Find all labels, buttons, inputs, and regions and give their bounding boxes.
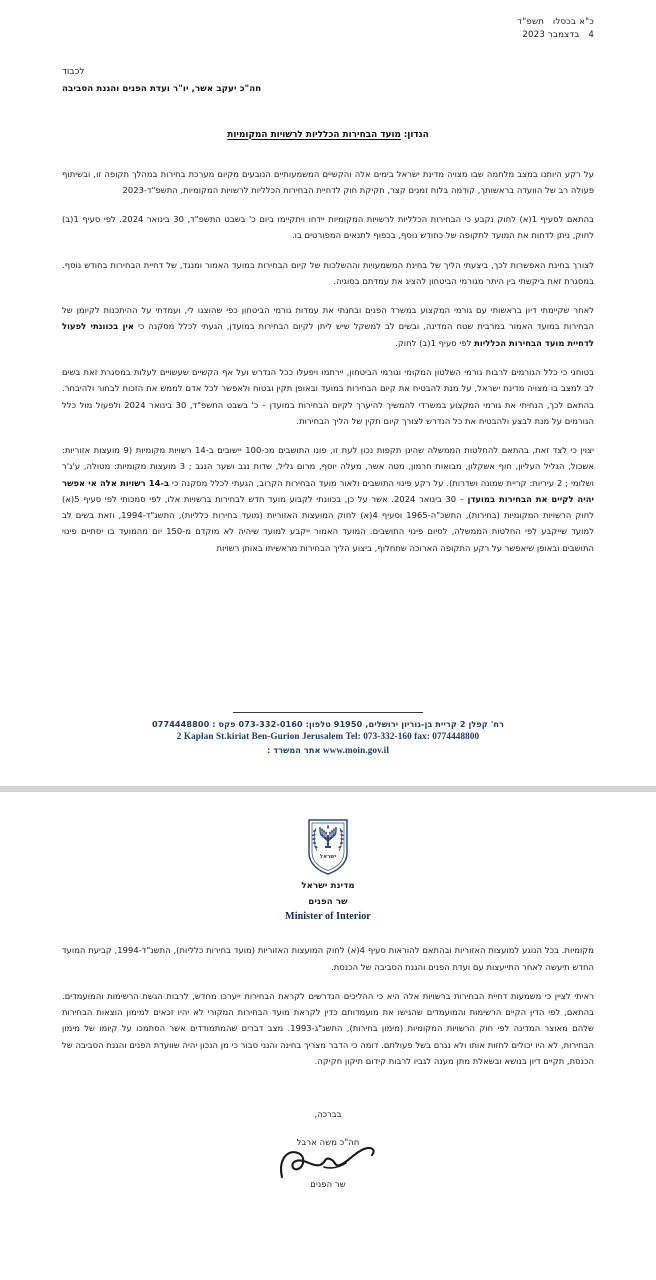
signature-block (62, 1109, 594, 1189)
emphasis-run: ב-14 רשויות אלה אי אפשר יהיה לקיים את הבחירות במועדן (62, 477, 594, 504)
subject-label: הנדון: (403, 129, 429, 140)
signature-regards: בברכה, (314, 1109, 342, 1120)
org-role-latin: Minister of Interior (285, 910, 371, 922)
emphasis-run: אין בכוונתי לפעול לדחיית מועד הבחירות הכלליות (62, 321, 594, 348)
page1-footer (0, 712, 656, 758)
org-state-name: מדינת ישראל (301, 881, 355, 891)
paragraph-2 (62, 211, 594, 244)
page1-body (62, 166, 594, 556)
subject-text: מועד הבחירות הכלליות לרשויות המקומיות (227, 129, 401, 140)
paragraph-1 (62, 166, 594, 199)
subject-line (62, 130, 594, 140)
date-block (444, 0, 594, 43)
hebrew-date: כ"א בכסלו תשפ"ד (517, 17, 594, 27)
svg-text:ישראל: ישראל (319, 854, 337, 860)
addressee-name: חה"כ יעקב אשר, יו"ר ועדת הפנים והגנת הסביבה (62, 83, 262, 94)
paragraph-5 (62, 364, 594, 429)
text-run: לאחר שקיימתי דיון בראשותי עם גורמי המקצוע במשרד הפנים ובחנתי את עמדות גורמי הביטחון כפי שהוצגו לי, ועמדתי על ההיתכנות לקיומן של הבחירות במועד האמור במרבית שטח המדינה, ובשים לב למשקל שיש ליתן לקיום הבחירות במועדן, הגעתי לכלל מסקנה כי (62, 305, 594, 332)
text-run: בהתאם לסעיף 1(א) לחוק נקבע כי הבחירות הכלליות לרשויות המקומיות יידחו ויתקיימו ביום כ' בשבט התשפ"ד, 30 בינואר 2024. לפי סעיף 1(ב) לחוק, ניתן לדחות את המועד לתקופה של כחודש נוסף, בכפוף לתנאים המפורטים בו. (62, 214, 594, 241)
org-role-hebrew: שר הפנים (308, 897, 348, 908)
letterhead (62, 792, 594, 924)
text-run: לצורך בחינת האפשרות לכך, ביצעתי הליך של בחינת המשמעויות וההשלכות של קיום הבחירות במועד האמור ומנגד, של דחיית הבחירות בחודש נוסף. במסגרת זאת ביקשתי בין היתר מגורמי הביטחון להציג את עמדתם בסוגיה. (62, 259, 594, 286)
paragraph-2 (62, 988, 594, 1069)
text-run: מקומיות. בכל הנוגע למועצות האזוריות ובהתאם להוראות סעיף 4(א) לחוק המועצות האזוריות (מועד בחירות כלליות), התשנ"ד-1994, קביעת המועד החדש תיעשה לאחר התייעצות עם ועדת הפנים והגנת הסביבה של הכנסת. (62, 945, 594, 972)
document-page-2 (0, 792, 656, 1280)
text-run: לפי סעיף 1(ב) לחוק. (395, 337, 475, 348)
footer-website-label: אתר המשרד : (267, 745, 321, 756)
footer-website-url[interactable]: www.moin.gov.il (322, 745, 389, 756)
signatory-title: שר הפנים (310, 1179, 346, 1190)
signatory-name: חה"כ משה ארבל (296, 1137, 360, 1148)
paragraph-3 (62, 257, 594, 290)
page2-body (62, 942, 594, 1069)
footer-address-hebrew: רח' קפלן 2 קריית בן-גוריון ירושלים, 91950 טלפון: 073-332-0160 פקס : 0774448800 (152, 719, 504, 730)
paragraph-4 (62, 302, 594, 351)
addressee-block (62, 67, 594, 94)
israel-state-emblem-menorah-icon (305, 818, 351, 876)
text-run: – 30 בינואר 2024. אשר על כן, בכוונתי לקבוע מועד חדש לבחירות ברשויות אלו, לפי סמכותי לפי סעיף 5(א) לחוק הרשויות המקומיות (בחירות), התשכ"ה-1965 וסעיף 4(א) לחוק המועצות האזוריות (מועד בחירות כלליות), התשנ"ד-1994, וזאת בשים לב למועד שייקבע לפי החלטות הממשלה, לסיום פינוי התושבים. המועד האמור ייקבע למועד שיהיה לא מוקדם מ-150 יום מהמועד בו יסתיים פינוי התושבים ובאופן שיאפשר על רקע התקופה הארוכה שתחלוף, ביצוע הליך הבחירות מראשיתו באותן רשויות (62, 493, 594, 553)
footer-website[interactable] (0, 744, 656, 758)
text-run: יצוין כי לצד זאת, בהתאם להחלטות הממשלה שהינן תקפות נכון לעת זו, פונו התושבים מכ-100 יישובים ב-14 רשויות מקומיות (9 מועצות אזוריות: אשכול, הגליל העליון, חוף אשקלון, מבואות חרמון, מטה אשר, מעלה יוסף, מרום גליל, שדות נגב ושער הנגב ; 3 מועצות מקומיות: מטולה, ע'ג'ר ושלומי ; 2 עיריות: קריית שמונה ושדרות). על רקע פינוי התושבים ולאור מועד הבחירות הקרוב, הגעתי לכלל מסקנה כי (62, 445, 594, 488)
handwritten-signature (268, 1141, 388, 1181)
paragraph-1 (62, 942, 594, 975)
text-run: ראיתי לציין כי משמעות דחיית הבחירות ברשויות אלה היא כי ההליכים הנדרשים לקראת הבחירות ייערכו מחדש, לרבות הגשת הרשימות והמועמדים. בהתאם, לפי הדין הקיים הרשימות והמועמדים שהגישו את מועמדותם כדין לקראת מועד הבחירות המקורי לא יהיו זכאים למימון הוצאות הבחירות שלהם מאוצר המדינה לפי חוק הרשויות המקומיות (מימון בחירות), התשנ"ג-1993. מצב דברים שהמתמודדים אשר הסתמכו על קיומו של מימון הבחירות, לא היו יכולים לחזות אותו ולא נגרם בשל פעולתם. דומה כי הדבר מצריך בחינה והנני סבור כי מן הנכון יהיה שוועדת הפנים והגנת הסביבה של הכנסת, תקיים דיון בנושא ובשאלת מתן מענה לגביו לרבות קידום תיקון חקיקה. (62, 990, 594, 1066)
gregorian-date: 4 בדצמבר 2023 (522, 30, 594, 41)
footer-divider (233, 712, 423, 713)
text-run: על רקע היותנו במצב מלחמה שבו מצויה מדינת ישראל בימים אלה והקשיים המשמעותיים הנובעים מקיום מערכת בחירות במהלך תקופה זו, ובשיתוף פעולה רב של הוועדה בראשותך, קודמה בלוח זמנים קצר, חקיקת חוק לדחיית הבחירות הכלליות לרשויות המקומיות, התשפ"ד-2023 (62, 168, 594, 195)
paragraph-6 (62, 442, 594, 556)
footer-address-latin: 2 Kaplan St.kiriat Ben-Gurion Jerusalem Tel: 073-332-160 fax: 0774448800 (176, 731, 480, 742)
addressee-label: לכבוד (62, 66, 85, 77)
text-run: בטוחני כי כלל הגורמים לרבות גורמי השלטון המקומי וגורמי הביטחון, יירתמו ויפעלו ככל הנדרש ועל אף הקשיים שעשויים לעלות במסגרת זאת בשים לב למצב בו מצויה מדינת ישראל, על מנת להבטיח את קיום הבחירות במועד ובאופן תקין ובטוח ולאפשר לכל אדם לממש את הזכות לבחור ולהיבחר. בהתאם לכך, הנחיתי את גורמי המקצוע במשרדי להמשיך להיערך לקיום הבחירות במועדן – כ' בשבט התשפ"ד, 30 בינואר 2024 ולפעול מול כלל הגורמים על מנת לבצע ולהבטיח את כל הנדרש לצורך קיום תקין של הליך הבחירות. (62, 367, 594, 426)
